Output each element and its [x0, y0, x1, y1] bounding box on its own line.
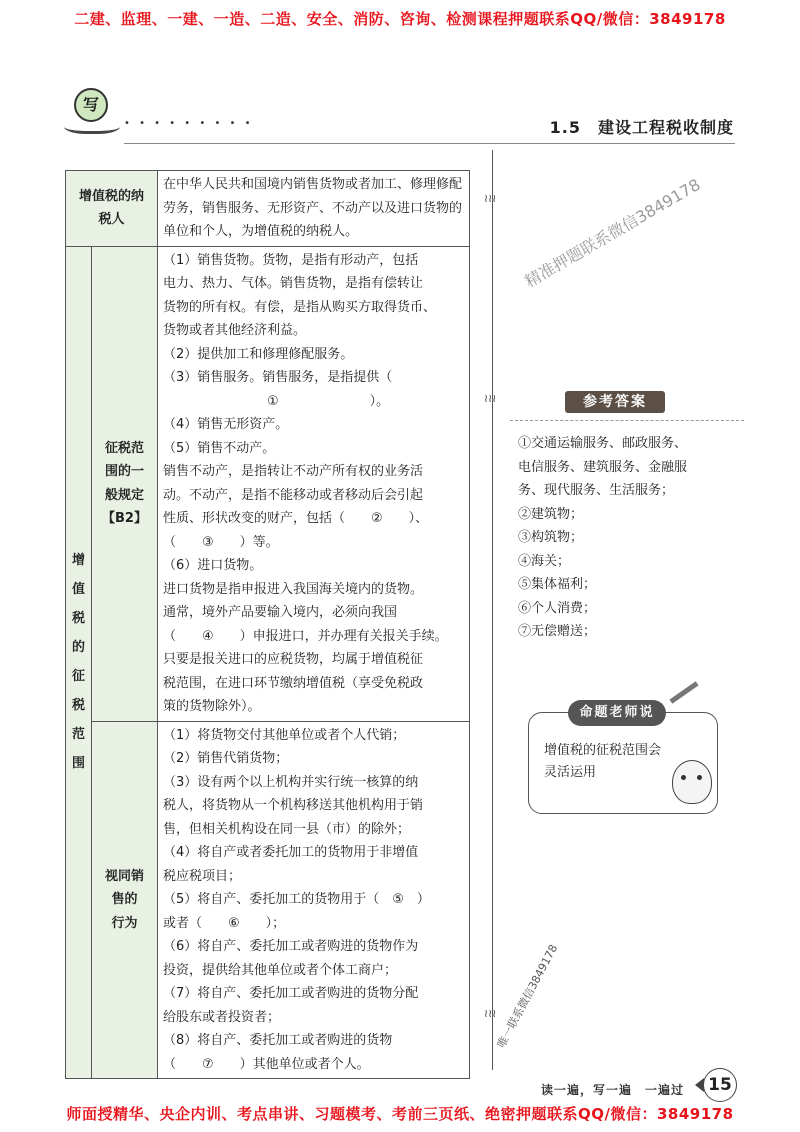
- general-scope-label: [92, 246, 158, 721]
- header-dots: • • • • • • • • •: [124, 118, 254, 129]
- pencil-icon: [669, 681, 698, 703]
- answers-divider: [510, 420, 744, 421]
- header-divider: [124, 143, 735, 144]
- general-scope-line: （5）销售不动产。: [163, 440, 276, 456]
- spine-line: [492, 150, 493, 1070]
- deemed-sales-line: （3）设有两个以上机构并实行统一核算的纳: [163, 774, 419, 790]
- taxpayer-content: 在中华人民共和国境内销售货物或者加工、修理修配劳务，销售服务、无形资产、不动产以及进口货物的单位和个人，为增值税的纳税人。: [158, 171, 470, 247]
- spine-wave-icon: ≀≀≀: [484, 192, 497, 205]
- general-scope-line: ① ）。: [163, 393, 390, 409]
- answer-line: ②建筑物；: [518, 506, 584, 522]
- general-scope-line: （3）销售服务。销售服务，是指提供（: [163, 370, 393, 385]
- deemed-sales-line: 税应税项目；: [163, 868, 242, 884]
- deemed-label-line: 行为: [111, 915, 138, 931]
- teacher-note-title: 命题老师说: [568, 700, 666, 726]
- deemed-sales-line: 税人，将货物从一个机构移送其他机构用于销: [163, 798, 424, 813]
- answer-line: ①交通运输服务、邮政服务、: [518, 436, 688, 451]
- general-scope-line: 动。不动产，是指不能移动或者移动后会引起: [163, 487, 424, 503]
- page-number-badge: [695, 1068, 737, 1102]
- general-scope-row: [66, 246, 470, 721]
- deemed-sales-line: （2）销售代销货物；: [163, 751, 289, 766]
- general-scope-line: （ ④ ）申报进口，并办理有关报关手续。: [163, 628, 448, 644]
- logo-char: 写: [74, 88, 108, 122]
- taxpayer-label-line: 税人: [98, 212, 125, 228]
- answers-title: 参考答案: [565, 391, 665, 413]
- page-number: 15: [703, 1068, 737, 1102]
- answer-line: ⑤集体福利；: [518, 577, 597, 592]
- general-label-line: 【B2】: [102, 511, 147, 526]
- general-label-line: 征税范: [104, 440, 144, 456]
- general-scope-line: 性质、形状改变的财产，包括（ ② ）、: [163, 511, 429, 526]
- footer-slogan: 读一遍，写一遍 一遍过: [541, 1083, 685, 1097]
- general-scope-line: 进口货物是指申报进入我国海关境内的货物。: [163, 581, 424, 597]
- general-scope-line: 策的货物除外）。: [163, 699, 261, 714]
- vat-table: [65, 170, 470, 1079]
- general-scope-line: （6）进口货物。: [163, 558, 263, 573]
- general-scope-line: （2）提供加工和修理修配服务。: [163, 346, 354, 362]
- general-scope-line: 电力、热力、气体。销售货物，是指有偿转让: [163, 276, 424, 291]
- taxpayer-label-line: 增值税的纳: [78, 188, 144, 204]
- general-scope-line: （1）销售货物。货物，是指有形动产，包括: [163, 252, 419, 268]
- deemed-sales-line: 售，但相关机构设在同一县（市）的除外；: [163, 821, 411, 837]
- deemed-label-line: 售的: [111, 892, 138, 907]
- answer-line: 电信服务、建筑服务、金融服: [518, 459, 688, 475]
- deemed-sales-line: （1）将货物交付其他单位或者个人代销；: [163, 727, 406, 743]
- deemed-sales-line: （ ⑦ ）其他单位或者个人。: [163, 1056, 370, 1072]
- answer-line: ⑦无偿赠送；: [518, 624, 597, 639]
- spine-watermark: 唯一联系微信3849178: [494, 942, 561, 1051]
- diagonal-watermark: 精准押题联系微信3849178: [521, 174, 704, 292]
- taxpayer-row: [66, 171, 470, 247]
- general-scope-line: 只要是报关进口的应税货物，均属于增值税征: [163, 652, 424, 667]
- scope-label: [66, 246, 92, 1079]
- spine-wave-icon: ≀≀≀: [484, 392, 497, 405]
- answer-line: 务、现代服务、生活服务；: [518, 483, 675, 498]
- deemed-sales-line: 投资，提供给其他单位或者个体工商户；: [163, 962, 398, 978]
- deemed-sales-line: （6）将自产、委托加工或者购进的货物作为: [163, 939, 419, 954]
- answers-list: [518, 432, 728, 644]
- deemed-sales-line: 或者（ ⑥ ）；: [163, 915, 286, 931]
- spine-wave-icon: ≀≀≀: [484, 1007, 497, 1020]
- general-scope-line: （4）销售无形资产。: [163, 417, 289, 432]
- deemed-label-line: 视同销: [104, 868, 144, 884]
- top-promo-banner: 二建、监理、一建、一造、二造、安全、消防、咨询、检测课程押题联系QQ/微信：3849178: [74, 10, 726, 28]
- general-label-line: 围的一: [104, 464, 144, 479]
- section-title: 1.5 建设工程税收制度: [549, 118, 734, 137]
- deemed-sales-line: （5）将自产、委托加工的货物用于（ ⑤ ）: [163, 892, 430, 907]
- deemed-sales-line: （4）将自产或者委托加工的货物用于非增值: [163, 845, 419, 860]
- deemed-sales-row: [66, 721, 470, 1079]
- general-scope-line: 税范围，在进口环节缴纳增值税（享受免税政: [163, 675, 424, 691]
- answer-line: ③构筑物；: [518, 530, 584, 545]
- write-logo: [60, 86, 120, 138]
- general-scope-line: 销售不动产，是指转让不动产所有权的业务活: [163, 464, 424, 479]
- taxpayer-label: [66, 171, 158, 247]
- deemed-sales-label: [92, 721, 158, 1079]
- bottom-promo-banner: 师面授精华、央企内训、考点串讲、习题模考、考前三页纸、绝密押题联系QQ/微信：3849178: [66, 1105, 734, 1123]
- general-label-line: 般规定: [104, 487, 144, 503]
- deemed-sales-content: [158, 721, 470, 1079]
- teacher-note-line: 增值税的征税范围会: [544, 743, 662, 758]
- page-spine: [478, 150, 508, 1070]
- answer-line: ⑥个人消费；: [518, 600, 597, 616]
- general-scope-content: [158, 246, 470, 721]
- scope-label-text: 增 值 税 的 征 税 范 围: [71, 553, 85, 772]
- cartoon-egg-icon: [672, 760, 712, 804]
- answer-line: ④海关；: [518, 553, 571, 569]
- general-scope-line: 货物的所有权。有偿，是指从购买方取得货币、: [163, 299, 437, 315]
- teacher-note-text: [544, 740, 669, 784]
- deemed-sales-line: （7）将自产、委托加工或者购进的货物分配: [163, 986, 419, 1001]
- general-scope-line: 货物或者其他经济利益。: [163, 323, 307, 338]
- deemed-sales-line: （8）将自产、委托加工或者购进的货物: [163, 1033, 393, 1048]
- teacher-note-line: 灵活运用: [544, 765, 597, 780]
- deemed-sales-line: 给股东或者投资者；: [163, 1009, 281, 1025]
- general-scope-line: 通常，境外产品要输入境内，必须向我国: [163, 605, 398, 620]
- general-scope-line: （ ③ ）等。: [163, 534, 279, 550]
